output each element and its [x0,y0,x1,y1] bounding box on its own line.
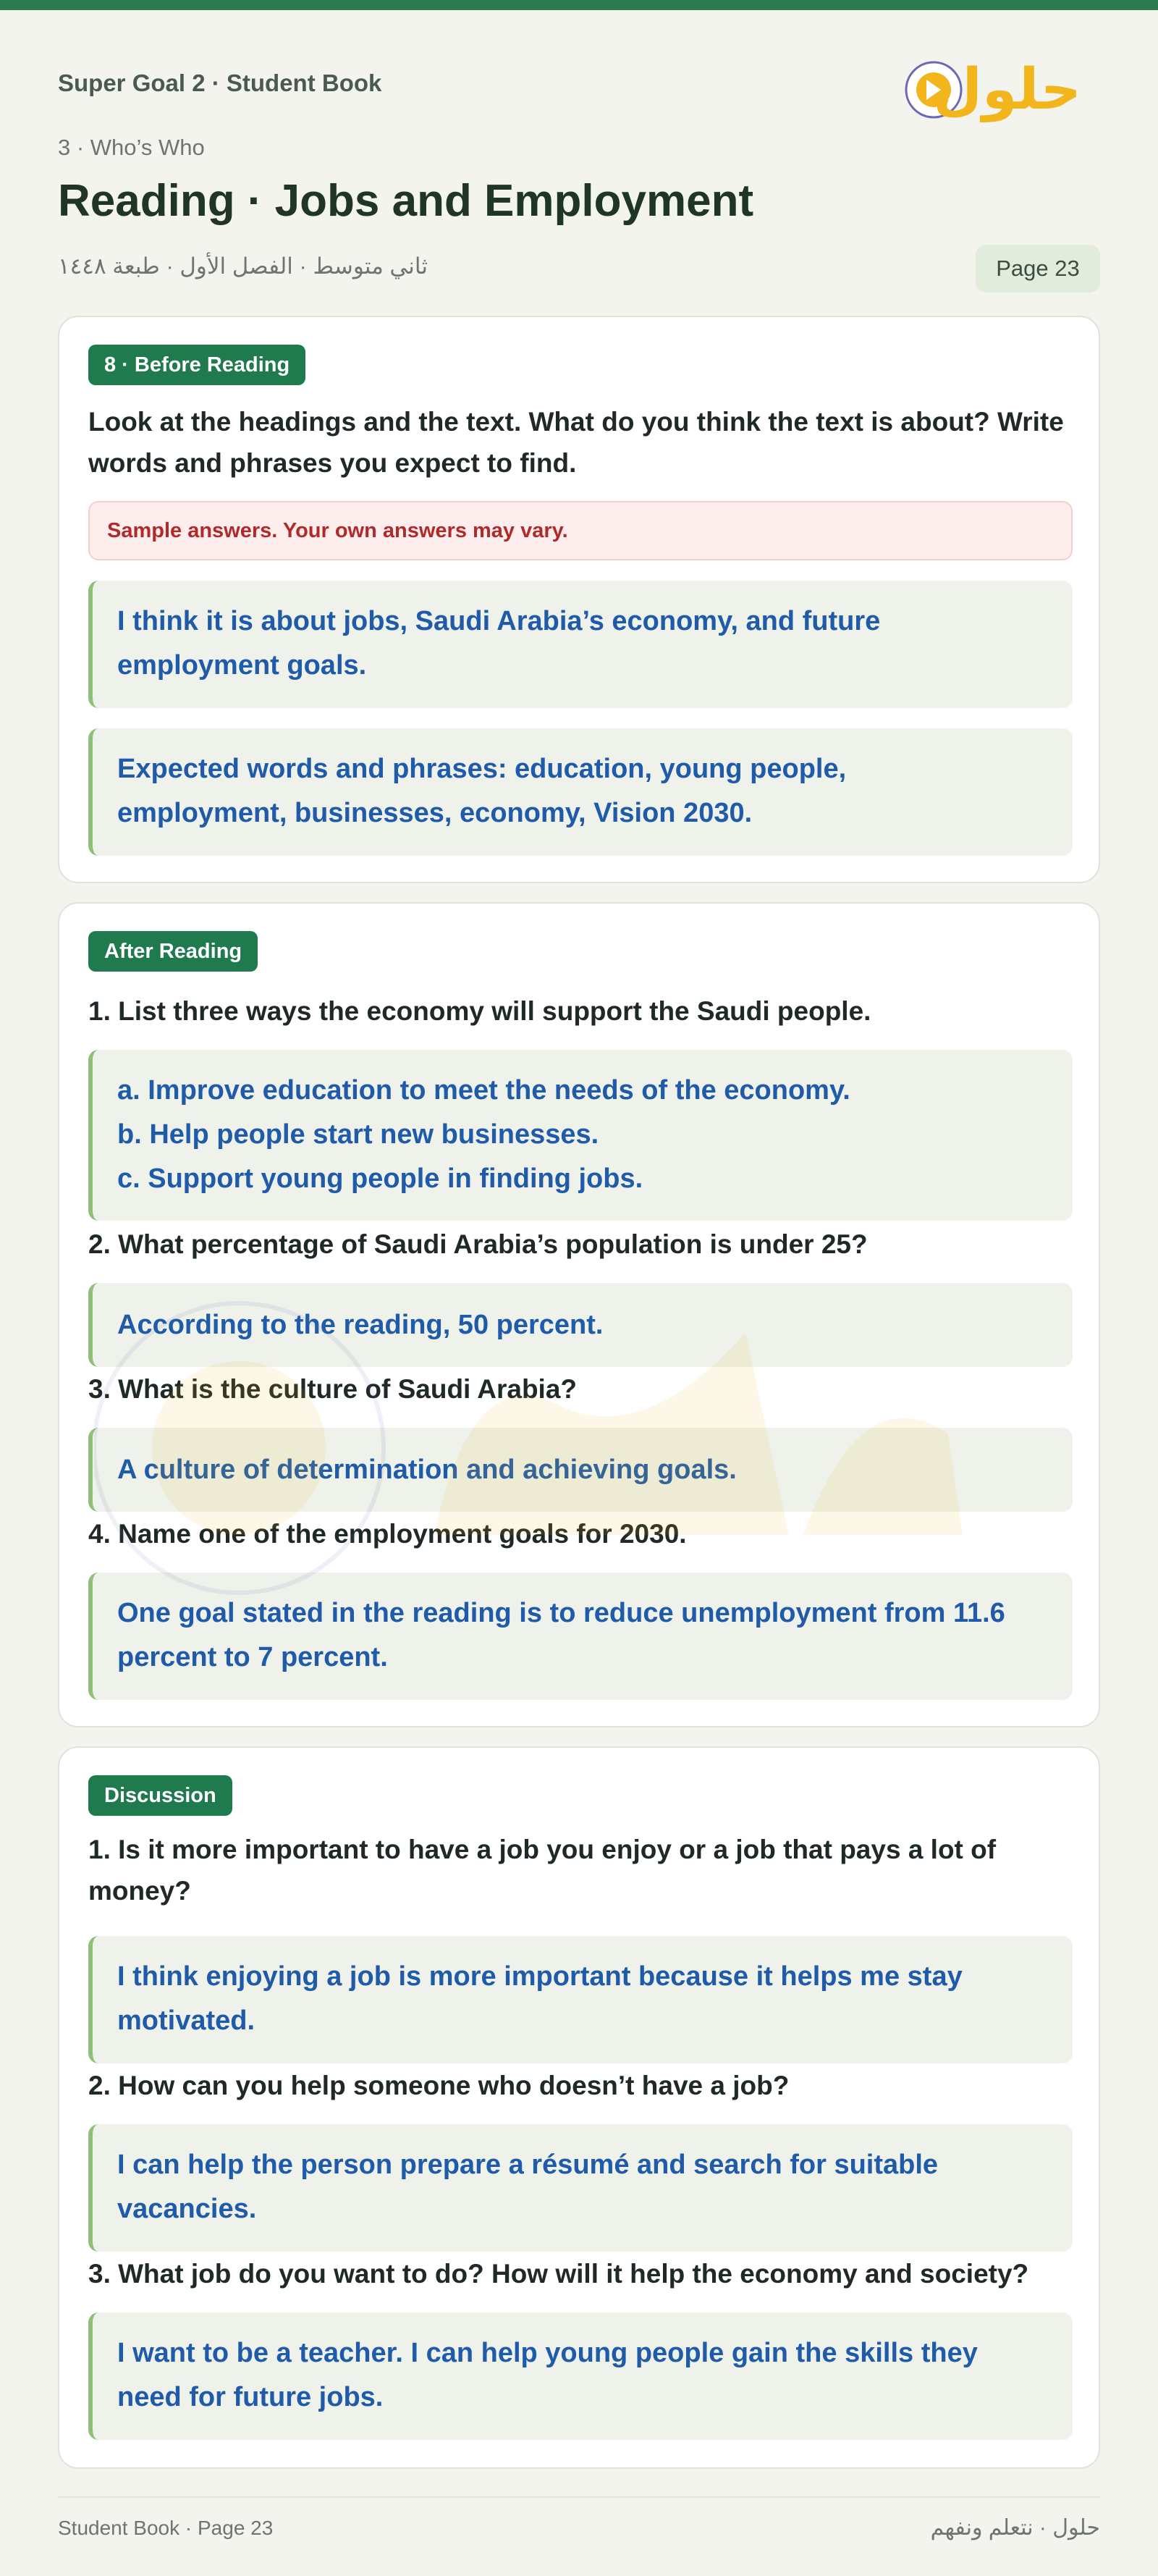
answer-line: I think enjoying a job is more important because it helps me stay [117,1961,963,1992]
sample-answers-note: Sample answers. Your own answers may vary. [88,501,1073,560]
answer-line: a. Improve education to meet the needs of the economy. [117,1075,850,1106]
question-1 [88,1829,1073,1911]
page-header [58,10,1100,311]
answer-box: According to the reading, 50 percent. [88,1283,1073,1367]
hulul-logo-icon [900,45,1089,132]
answer-box [88,728,1073,856]
answer-box: A culture of determination and achieving goals. [88,1428,1073,1512]
answer-line: motivated. [117,2005,255,2036]
answer-line: One goal stated in the reading is to reduce unemployment from 11.6 [117,1598,1005,1628]
answer-box [88,1936,1073,2063]
before-reading-card [58,316,1100,883]
answer-line: Expected words and phrases: education, young people, [117,754,847,784]
answer-line: employment, businesses, economy, Vision 2030. [117,798,753,828]
question-3: 3. What job do you want to do? How will it help the economy and society? [88,2259,1029,2289]
grade-info-arabic: ثاني متوسط · الفصل الأول · طبعة ١٤٤٨ [58,253,428,279]
answer-box [88,1050,1073,1221]
answer-line: vacancies. [117,2194,257,2224]
top-accent-bar [0,0,1158,10]
footer-divider [58,2496,1100,2498]
answer-line: employment goals. [117,650,367,681]
question-1: 1. List three ways the economy will support the Saudi people. [88,996,871,1026]
answer-line: I think it is about jobs, Saudi Arabia’s economy, and future [117,606,881,636]
question-3: 3. What is the culture of Saudi Arabia? [88,1374,577,1404]
question-4: 4. Name one of the employment goals for 2030. [88,1519,687,1549]
footer-brand-label: حلول · نتعلم ونفهم [930,2516,1100,2540]
question-line: 1. Is it more important to have a job you enjoy or a job that pays a lot of [88,1835,997,1864]
watermark-logo-icon [94,1231,1064,1665]
discussion-card [58,1746,1100,2469]
answer-line: c. Support young people in finding jobs. [117,1163,643,1194]
answer-box [88,2124,1073,2252]
question-line: money? [88,1876,191,1906]
before-reading-question: Look at the headings and the text. What do you think the text is about? Write words and phrases you expect to find. [88,407,1064,478]
question-2: 2. How can you help someone who doesn’t have a job? [88,2071,790,2100]
unit-label: 3 · Who’s Who [58,135,205,160]
svg-text:حلول: حلول [933,57,1081,122]
discussion-tag: Discussion [88,1775,232,1816]
book-title: Super Goal 2 · Student Book [58,70,382,96]
answer-box [88,2312,1073,2440]
question-2: 2. What percentage of Saudi Arabia’s population is under 25? [88,1229,868,1259]
after-reading-tag: After Reading [88,931,258,972]
answer-line: percent to 7 percent. [117,1642,388,1672]
page-number-badge: Page 23 [976,245,1100,292]
page-title: Reading · Jobs and Employment [58,176,754,226]
answer-line: I want to be a teacher. I can help young people gain the skills they [117,2338,978,2368]
answer-line: I can help the person prepare a résumé and search for suitable [117,2150,939,2180]
answer-box [88,581,1073,708]
answer-line: b. Help people start new businesses. [117,1119,599,1150]
answer-line: need for future jobs. [117,2382,384,2412]
before-reading-tag: 8 · Before Reading [88,345,305,385]
footer-page-label: Student Book · Page 23 [58,2517,274,2539]
